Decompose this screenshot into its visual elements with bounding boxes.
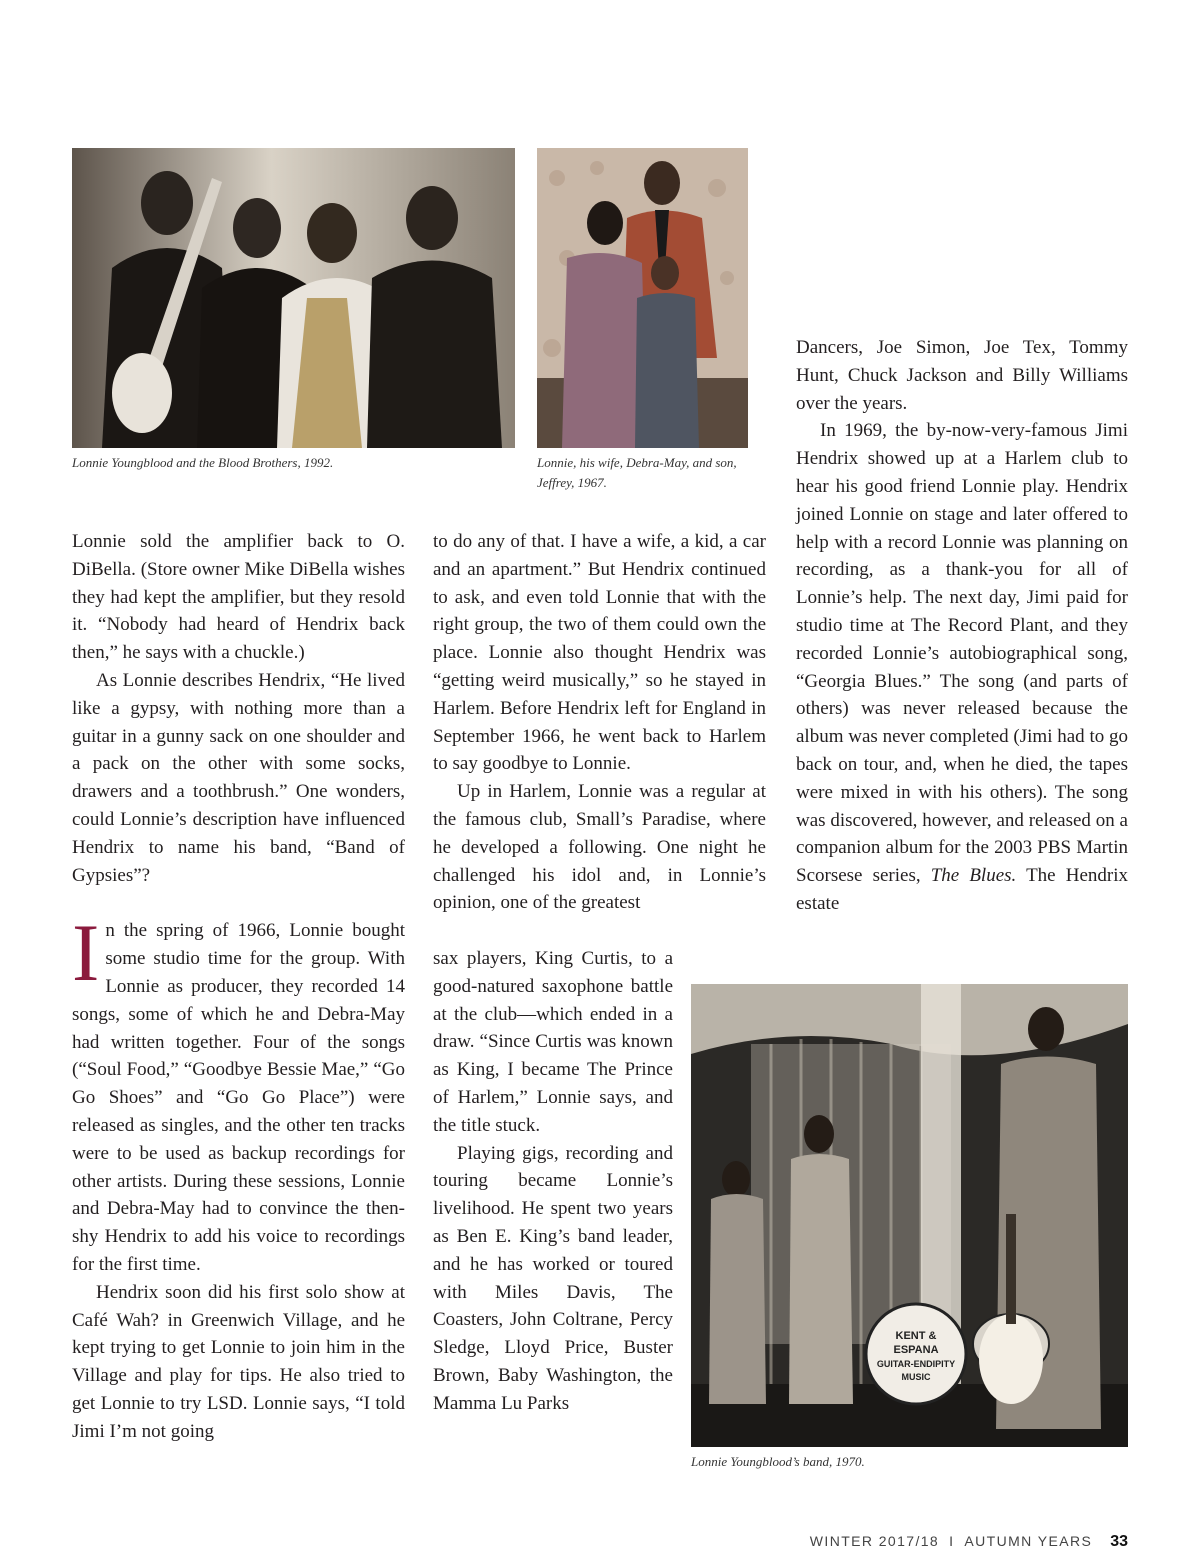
paragraph: Lonnie sold the amplifier back to O. DiBella. (Store owner Mike DiBella wishes they had kept the amplifier, but they resold it. “Nobody had heard of Hendrix back then,” he says with a chuckle.) [72, 531, 405, 664]
caption-band-1970: Lonnie Youngblood’s band, 1970. [691, 1454, 865, 1469]
article-column-3 [796, 334, 1128, 918]
page-number: 33 [1110, 1533, 1128, 1550]
photo-family [537, 148, 748, 448]
paragraph-text: In 1969, the by-now-very-famous Jimi Hendrix showed up at a Harlem club to hear his good friend Lonnie play. Hendrix joined Lonnie on stage and later offered to help with a record Lonnie was planning on recording, as a thank-you for all of Lonnie’s help. The next day, Jimi paid for studio time at The Record Plant, and they recorded Lonnie’s autobiographical song, “Georgia Blues.” The song (and parts of others) was never released because the album was never completed (Jimi had to go back on tour, and, when he died, the tapes were mixed in with his others). The song was discovered, however, and released on a companion album for the 2003 PBS Martin Scorsese series, [796, 420, 1128, 887]
svg-text:GUITAR-ENDIPITY: GUITAR-ENDIPITY [876, 1359, 956, 1369]
photo-band-1970 [691, 984, 1128, 1447]
svg-text:KENT &: KENT & [895, 1330, 937, 1342]
issue-label: WINTER 2017/18 [809, 1533, 940, 1549]
article-column-1 [72, 528, 405, 1446]
magazine-name: AUTUMN YEARS [964, 1533, 1093, 1549]
paragraph: Dancers, Joe Simon, Joe Tex, Tommy Hunt, Chuck Jackson and Billy Williams over the years. [796, 337, 1128, 414]
paragraph: Playing gigs, recording and touring became Lonnie’s livelihood. He spent two years as Ben E. King’s band leader, and he has worked or toured with Miles Davis, The Coasters, John Coltrane, Percy Sledge, Lloyd Price, Buster Brown, Baby Washington, the Mamma Lu Parks [433, 1142, 673, 1414]
paragraph-text-end: The Hendrix estate [796, 865, 1128, 914]
series-title: The Blues. [930, 865, 1017, 887]
svg-text:MUSIC: MUSIC [901, 1372, 931, 1382]
paragraph: As Lonnie describes Hendrix, “He lived like a gypsy, with nothing more than a guitar in a gunny sack on one shoulder and a pack on the other with some socks, drawers and a toothbrush.” One wonders, could Lonnie’s description have influenced Hendrix to name his band, “Band of Gypsies”? [72, 669, 405, 886]
article-column-2 [433, 528, 766, 917]
page-footer [810, 1533, 1128, 1551]
paragraph: Up in Harlem, Lonnie was a regular at the famous club, Small’s Paradise, where he developed a following. One night he challenged his idol and, in Lonnie’s opinion, one of the greatest [433, 781, 766, 914]
article-column-2-lower [433, 945, 673, 1418]
paragraph: to do any of that. I have a wife, a kid, a car and an apartment.” But Hendrix continued to ask, and even told Lonnie that with the right group, the two of them could own the place. Lonnie also thought Hendrix was “getting weird musically,” so he stayed in Harlem. Before Hendrix left for England in September 1966, he went back to Harlem to say goodbye to Lonnie. [433, 531, 766, 775]
paragraph [796, 417, 1128, 917]
paragraph: sax players, King Curtis, to a good-natured saxophone battle at the club—which ended in a draw. “Since Curtis was known as King, I became The Prince of Harlem,” Lonnie says, and the title stuck. [433, 948, 673, 1136]
paragraph-text: n the spring of 1966, Lonnie bought some studio time for the group. With Lonnie as producer, they recorded 14 songs, some of which he and Debra-May had written together. Four of the songs (“Soul Food,” “Goodbye Bessie Mae,” “Go Go Shoes” and “Go Go Place”) were released as singles, and the other ten tracks were to be used as backup recordings for other artists. During these sessions, Lonnie and Debra-May had to convince the then-shy Hendrix to add his voice to recordings for the first time. [72, 920, 405, 1275]
paragraph-dropcap [72, 907, 405, 1278]
svg-text:ESPANA: ESPANA [893, 1344, 939, 1356]
drop-cap: I [72, 907, 100, 999]
photo-blood-brothers [72, 148, 515, 448]
caption-family: Lonnie, his wife, Debra-May, and son, Jeffrey, 1967. [537, 455, 737, 490]
caption-blood-brothers: Lonnie Youngblood and the Blood Brothers, 1992. [72, 455, 334, 470]
paragraph: Hendrix soon did his first solo show at Café Wah? in Greenwich Village, and he kept trying to get Lonnie to join him in the Village and play for tips. He also tried to get Lonnie to try LSD. Lonnie says, “I told Jimi I’m not going [72, 1281, 405, 1442]
footer-separator: I [949, 1533, 955, 1549]
